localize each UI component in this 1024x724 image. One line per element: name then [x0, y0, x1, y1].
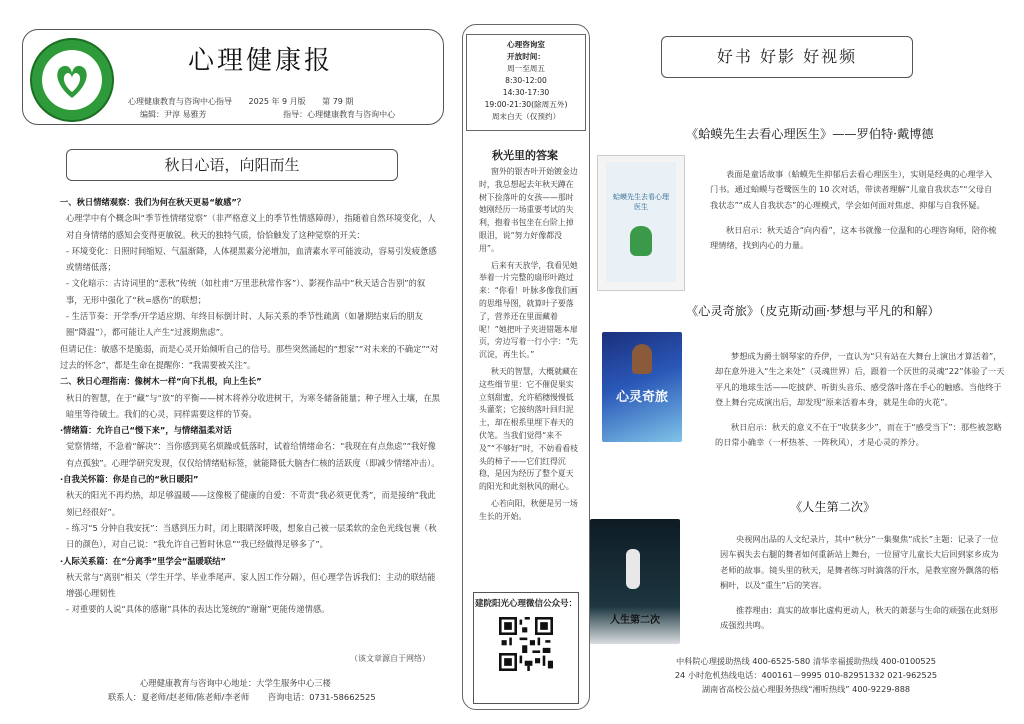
article-paragraph: 一、秋日情绪观察：我们为何在秋天更易“敏感”？ [60, 197, 246, 207]
section1-article [60, 194, 440, 618]
hours-slot-1: 8:30-12:00 [505, 76, 547, 85]
contact-people: 联系人：夏老师/赵老师/陈老师/李老师 [108, 692, 250, 702]
hours-slot-3: 19:00-21:30(除周五外) [484, 100, 568, 109]
book3-title: 《人生第二次》 [790, 500, 876, 514]
article-paragraph: - 生活节奏：开学季/开学适应期、年终目标倒计时、人际关系的季节性疏离（如暑期结束后的朋友圈“降温”），都可能让人产生“过渡期焦虑”。 [66, 311, 423, 338]
masthead-meta [128, 96, 367, 107]
article-source: （该文章源自于网络） [350, 654, 430, 663]
article-paragraph: 秋天的阳光不再灼热，却足够温暖——这像极了健康的自爱：不苛责“我必须更优秀”，而是接纳“我此刻已经很好”。 [66, 490, 436, 517]
issue-date: 2025 年 9 月版 [248, 97, 306, 106]
guide: 指导：心理健康教育与咨询中心 [283, 110, 396, 119]
section3-title: 好书 好影 好视频 [661, 36, 913, 78]
book2-poster [602, 332, 682, 442]
article-paragraph: ·情绪篇：允许自己“慢下来”，与情绪温柔对话 [60, 425, 232, 436]
hours-title: 心理咨询室 [507, 40, 545, 49]
hours-slot-2: 14:30-17:30 [502, 88, 550, 97]
center-logo [30, 38, 114, 122]
book3-paragraph: 央视网出品的人文纪录片，其中“秋分”一集聚焦“成长”主题：记录了一位因车祸失去右腿的舞者如何重新站上舞台，一位留守儿童长大后回到家乡成为老师的故事。镜头里的秋天，是舞者练习时滴落的汗水，是教室窗外飘落的梧桐叶，以及“重生”后的笑容。 [720, 534, 999, 590]
book3-description [720, 532, 1005, 634]
article-paragraph: ·自我关怀篇：你是自己的“秋日暖阳” [60, 474, 199, 485]
editors: 编辑：尹淳 易雅芳 [140, 110, 207, 119]
hours-weekend: 周末白天（仅预约） [491, 112, 561, 121]
hours-days: 周一至周五 [507, 64, 545, 73]
article-paragraph: 心理学中有个概念叫“季节性情绪觉察”（非严格意义上的季节性情感障碍），指随着自然环境变化，人对自身情绪的感知会变得更敏锐。秋天的独特气质，恰恰触发了这种觉察的开关： [66, 213, 436, 240]
wechat-box [473, 592, 579, 704]
article-paragraph: 觉察情绪，不急着“解决”：当你感到莫名烦躁或低落时，试着给情绪命名：“我现在有点焦虑”“我好像有点孤独”。心理学研究发现，仅仅给情绪贴标签，就能降低大脑杏仁核的活跃度（即减少情绪冲击）。 [66, 441, 440, 468]
book3-paragraph: 推荐理由：真实的故事比虚构更动人，秋天的萧瑟与生命的顽强在此刻形成强烈共鸣。 [720, 605, 999, 631]
book2-description [715, 349, 1005, 451]
center-line: 心理健康教育与咨询中心指导 [128, 97, 232, 106]
footer-contacts [108, 691, 392, 703]
hotline-line: 中科院心理援助热线 400-6525-580 清华幸福援助热线 400-0100525 [675, 656, 937, 666]
issue-number: 第 79 期 [322, 97, 354, 106]
section1-title: 秋日心语，向阳而生 [66, 149, 398, 181]
book2-title: 《心灵奇旅》（皮克斯动画·梦想与平凡的和解） [686, 304, 940, 318]
article-paragraph: 秋天常与“离别”相关（学生开学、毕业季尾声、家人因工作分隔），但心理学告诉我们：主动的联结能增强心理韧性 [66, 571, 436, 599]
article-paragraph: - 文化暗示：古诗词里的“悲秋”传统（如杜甫“万里悲秋常作客”）、影视作品中“秋天适合告别”的叙事，无形中强化了“秋=感伤”的联想； [66, 278, 426, 305]
article-paragraph: - 练习“5 分钟自我安抚”：当感到压力时，闭上眼睛深呼吸，想象自己被一层柔软的金色光线包裹（秋日的颜色），对自己说：“我允许自己暂时休息”“我已经做得足够多了”。 [66, 522, 437, 550]
book1-paragraph: 表面是童话故事（蛤蟆先生抑郁后去看心理医生），实则是经典的心理学入门书。通过蛤蟆与苍鹭医生的 10 次对话，带读者理解“儿童自我状态”“父母自我状态”“成人自我状态”的心理模式，学会如何面对焦虑、抑郁与自我怀疑。 [710, 169, 993, 210]
book2-paragraph: 秋日启示：秋天的意义不在于“收获多少”，而在于“感受当下”：那些被忽略的日常小确幸（一杯热茶、一阵秋风），才是心灵的养分。 [715, 422, 1002, 448]
middle-paragraph: 心若向阳，秋便是另一场生长的开始。 [479, 498, 578, 521]
opening-hours-box [466, 34, 586, 131]
hotlines [616, 654, 996, 696]
book1-title: 《蛤蟆先生去看心理医生》——罗伯特·戴博德 [686, 127, 934, 141]
article-paragraph: ·人际关系篇：在“分离季”里学会“温暖联结” [60, 555, 227, 566]
book1-cover [597, 155, 685, 291]
book1-paragraph: 秋日启示：秋天适合“向内看”，这本书就像一位温和的心理咨询师，陪你梳理情绪，找到内心的力量。 [710, 224, 997, 251]
article-paragraph: - 对重要的人说“具体的感谢”具体的表达比笼统的“谢谢”更能传递情感。 [66, 604, 330, 615]
book2-poster-title: 心灵奇旅 [615, 390, 668, 405]
middle-paragraph: 秋天的智慧，大概就藏在这些细节里：它不催促果实立刻甜蜜，允许稻穗慢慢低头灌浆；它接纳落叶回归泥土，却在根系里埋下春天的伏笔。当我们觉得“来不及”“不够好”时，不妨看看枝头的柿子——它们红得沉稳，是因为经历了整个夏天的阳光和此刻秋风的耐心。 [479, 366, 579, 492]
article-paragraph: - 环境变化：日照时间缩短、气温渐降，人体褪黑素分泌增加，血清素水平可能波动，容易引发疲惫感或情绪低落； [66, 245, 437, 273]
wechat-qr-code[interactable] [499, 617, 553, 671]
book2-paragraph: 梦想成为爵士钢琴家的乔伊，一直认为“只有站在大舞台上演出才算活着”，却在意外进入“生之来处”（灵魂世界）后，跟着一个厌世的灵魂“22”体验了一天平凡的地球生活——吃披萨、听街头音乐、感受落叶落在手心的触感。当他终于登上舞台完成演出后，却发现“原来活着本身，就是生命的火花”。 [715, 351, 1005, 407]
hours-label: 开放时间： [507, 52, 545, 61]
hotline-line: 湖南省高校公益心理服务热线“湘听热线” 400-9229-888 [701, 684, 911, 694]
middle-paragraph: 窗外的银杏叶开始镀金边时，我总想起去年秋天蹲在树下捡落叶的女孩——那时她刚经历一场重要考试的失利，抱着书包坐在台阶上掉眼泪，说“努力好像都没用”。 [479, 167, 578, 253]
hotline-line: 24 小时危机热线电话：400161－9995 010-82951332 021-962525 [674, 670, 938, 680]
contact-phone: 咨询电话：0731-58662525 [267, 692, 376, 702]
wechat-title: 建院阳光心理微信公众号： [474, 599, 577, 609]
middle-article-body [479, 166, 579, 528]
book3-poster [590, 519, 680, 644]
book3-poster-title: 人生第二次 [610, 615, 660, 626]
masthead-credits [140, 109, 409, 120]
newspaper-title: 心理健康报 [188, 46, 334, 76]
middle-article-title: 秋光里的答案 [492, 149, 558, 162]
article-paragraph: 秋日的智慧，在于“藏”与“放”的平衡——树木将养分收进树干，为寒冬储备能量；种子埋入土壤，在黑暗里等待破土。我们的心灵，同样需要这样的节奏。 [66, 392, 440, 419]
middle-paragraph: 后来有天放学，我看见她举着一片完整的扇形叶跑过来：“你看！叶脉多像我们画的思维导图，就算叶子要落了，营养还在里面藏着呢！”她把叶子夹进错题本扉页，旁边写着一行小字：“先沉淀，再生长。” [479, 260, 578, 360]
book1-description [710, 167, 1000, 253]
footer-address: 心理健康教育与咨询中心地址：大学生服务中心三楼 [140, 678, 331, 688]
book1-cover-title: 蛤蟆先生去看心理医生 [613, 193, 669, 211]
article-paragraph: 但请记住：敏感不是脆弱，而是心灵开始倾听自己的信号。那些突然涌起的“想家”“对未来的不确定”“对过去的怀念”，都是生命在提醒你：“我需要被关注”。 [60, 343, 439, 370]
article-paragraph: 二、秋日心理指南：像树木一样“向下扎根，向上生长” [60, 376, 262, 387]
